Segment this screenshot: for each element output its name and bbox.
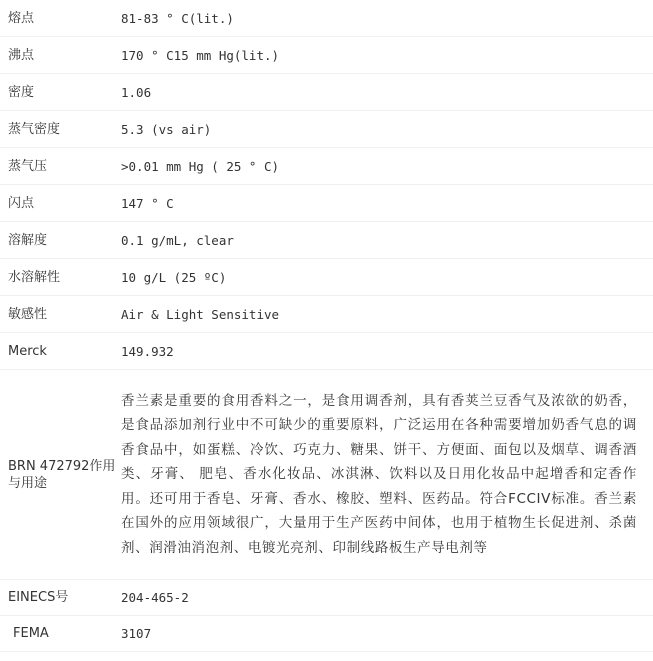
property-row-vapor-density <box>0 111 653 148</box>
property-value: 5.3 (vs air) <box>121 121 212 137</box>
property-value: 10 g/L (25 ºC) <box>121 269 227 285</box>
property-label: 闪点 <box>8 195 35 211</box>
property-value: 81-83 ° C(lit.) <box>121 10 234 26</box>
property-row-melting-point <box>0 0 653 37</box>
property-row-density <box>0 74 653 111</box>
property-value: 147 ° C <box>121 195 174 211</box>
property-value: >0.01 mm Hg ( 25 ° C) <box>121 158 280 174</box>
property-row-einecs <box>0 580 653 616</box>
property-row-boiling-point <box>0 37 653 74</box>
property-label: 密度 <box>8 84 35 100</box>
property-label: 蒸气压 <box>8 158 48 174</box>
property-value: 204-465-2 <box>121 590 189 605</box>
property-label: FEMA <box>13 626 49 641</box>
property-row-flash-point <box>0 185 653 222</box>
property-label: 敏感性 <box>8 306 48 322</box>
property-value: 0.1 g/mL, clear <box>121 232 234 248</box>
property-label: 水溶解性 <box>8 269 61 285</box>
property-value: 1.06 <box>121 84 152 100</box>
property-value: 170 ° C15 mm Hg(lit.) <box>121 47 280 63</box>
property-label: 蒸气密度 <box>8 121 61 137</box>
property-row-merck <box>0 333 653 370</box>
property-value: 149.932 <box>121 343 174 359</box>
property-value: Air & Light Sensitive <box>121 306 280 322</box>
property-row-sensitivity <box>0 296 653 333</box>
property-value-description: 香兰素是重要的食用香料之一，是食用调香剂，具有香荚兰豆香气及浓欲的奶香，是食品添加剂行业中不可缺少的重要原料，广泛运用在各种需要增加奶香气息的调香食品中，如蛋糕、冷饮、巧克力、糖果、饼干、方便面、面包以及烟草、调香酒类、牙膏、 肥皂、香水化妆品、冰淇淋、饮料以及日用化妆品中起增香和定香作用。还可用于香皂、牙膏、香水、橡胶、塑料、医药品。符合FCCIV标准。香兰素在国外的应用领域很广，大量用于生产医药中间体，也用于植物生长促进剂、杀菌剂、润滑油消泡剂、电镀光亮剂、印制线路板生产导电剂等 <box>121 392 637 556</box>
property-value: 3107 <box>121 626 152 641</box>
property-label: 熔点 <box>8 10 35 26</box>
property-label: EINECS号 <box>8 590 69 605</box>
property-row-uses <box>0 370 653 580</box>
property-label: BRN 472792作用 与用途 <box>8 458 116 491</box>
property-row-solubility <box>0 222 653 259</box>
property-row-water-solubility <box>0 259 653 296</box>
property-label: 溶解度 <box>8 232 48 248</box>
property-label: Merck <box>8 343 47 359</box>
property-label: 沸点 <box>8 47 35 63</box>
property-row-fema <box>0 616 653 652</box>
property-row-vapor-pressure <box>0 148 653 185</box>
